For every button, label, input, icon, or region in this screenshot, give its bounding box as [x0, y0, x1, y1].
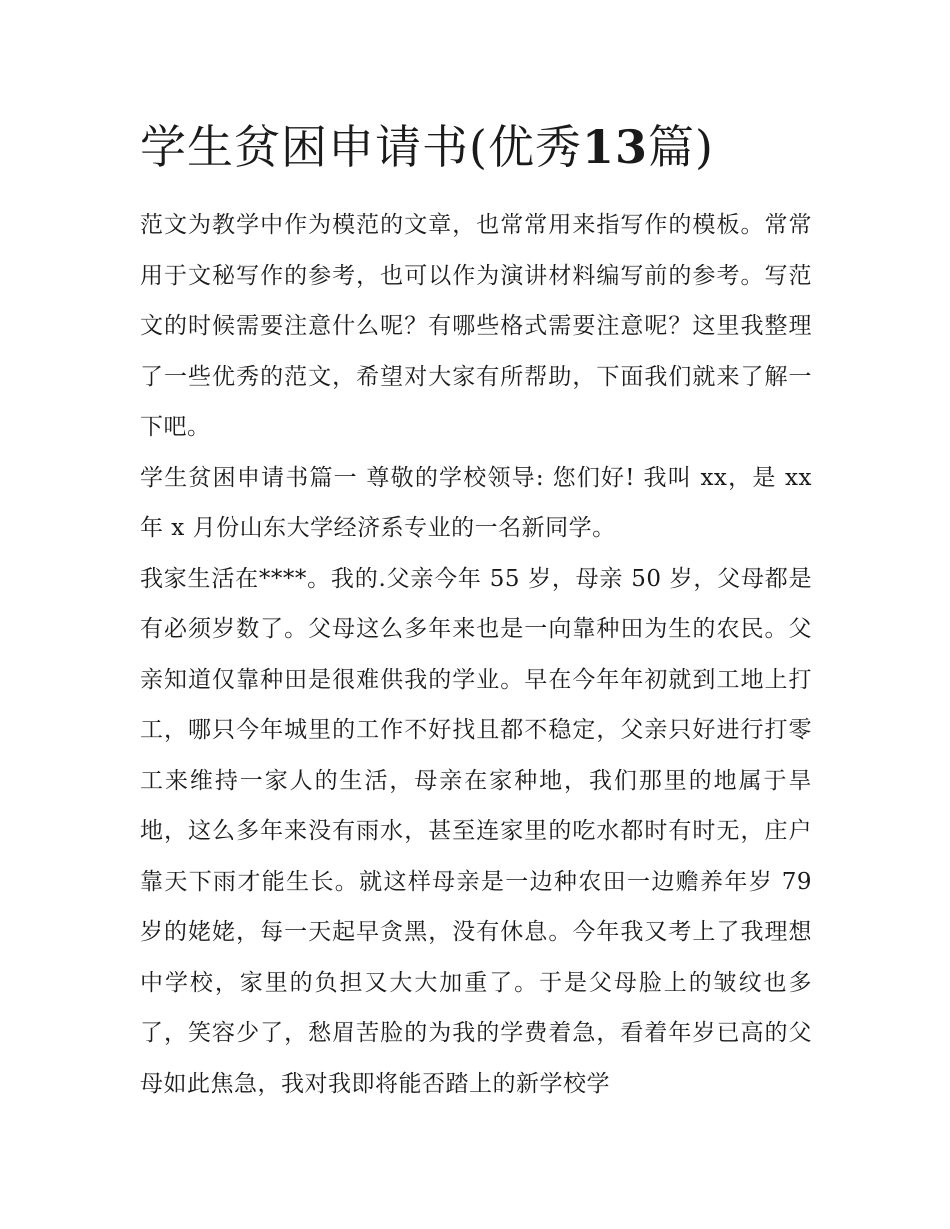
title-number: 13: [581, 120, 648, 174]
title-suffix: 篇): [647, 120, 714, 174]
paragraph-intro: 范文为教学中作为模范的文章，也常常用来指写作的模板。常常用于文秘写作的参考，也可以作为演讲材料编写前的参考。写范文的时候需要注意什么呢？有哪些格式需要注意呢？这里我整理了一些优秀的范文，希望对大家有所帮助，下面我们就来了解一下吧。: [140, 212, 812, 440]
title-prefix: 学生贫困申请书(优秀: [140, 120, 582, 174]
paragraph-greeting: 学生贫困申请书篇一 尊敬的学校领导: 您们好! 我叫 xx，是 xx 年 x 月份山东大学经济系专业的一名新同学。: [140, 464, 812, 541]
paragraph-family: 我家生活在****。我的.父亲今年 55 岁，母亲 50 岁，父母都是有必须岁数了。父母这么多年来也是一向靠种田为生的农民。父亲知道仅靠种田是很难供我的学业。早在今年年初就到工地上打工，哪只今年城里的工作不好找且都不稳定，父亲只好进行打零工来维持一家人的生活，母亲在家种地，我们那里的地属于旱地，这么多年来没有雨水，甚至连家里的吃水都时有时无，庄户靠天下雨才能生长。就这样母亲是一边种农田一边赡养年岁 79 岁的姥姥，每一天起早贪黑，没有休息。今年我又考上了我理想中学校，家里的负担又大大加重了。于是父母脸上的皱纹也多了，笑容少了，愁眉苦脸的为我的学费着急，看着年岁已高的父母如此焦急，我对我即将能否踏上的新学校学: [140, 565, 812, 1097]
document-body: [140, 200, 812, 1109]
page-title: [140, 112, 840, 182]
